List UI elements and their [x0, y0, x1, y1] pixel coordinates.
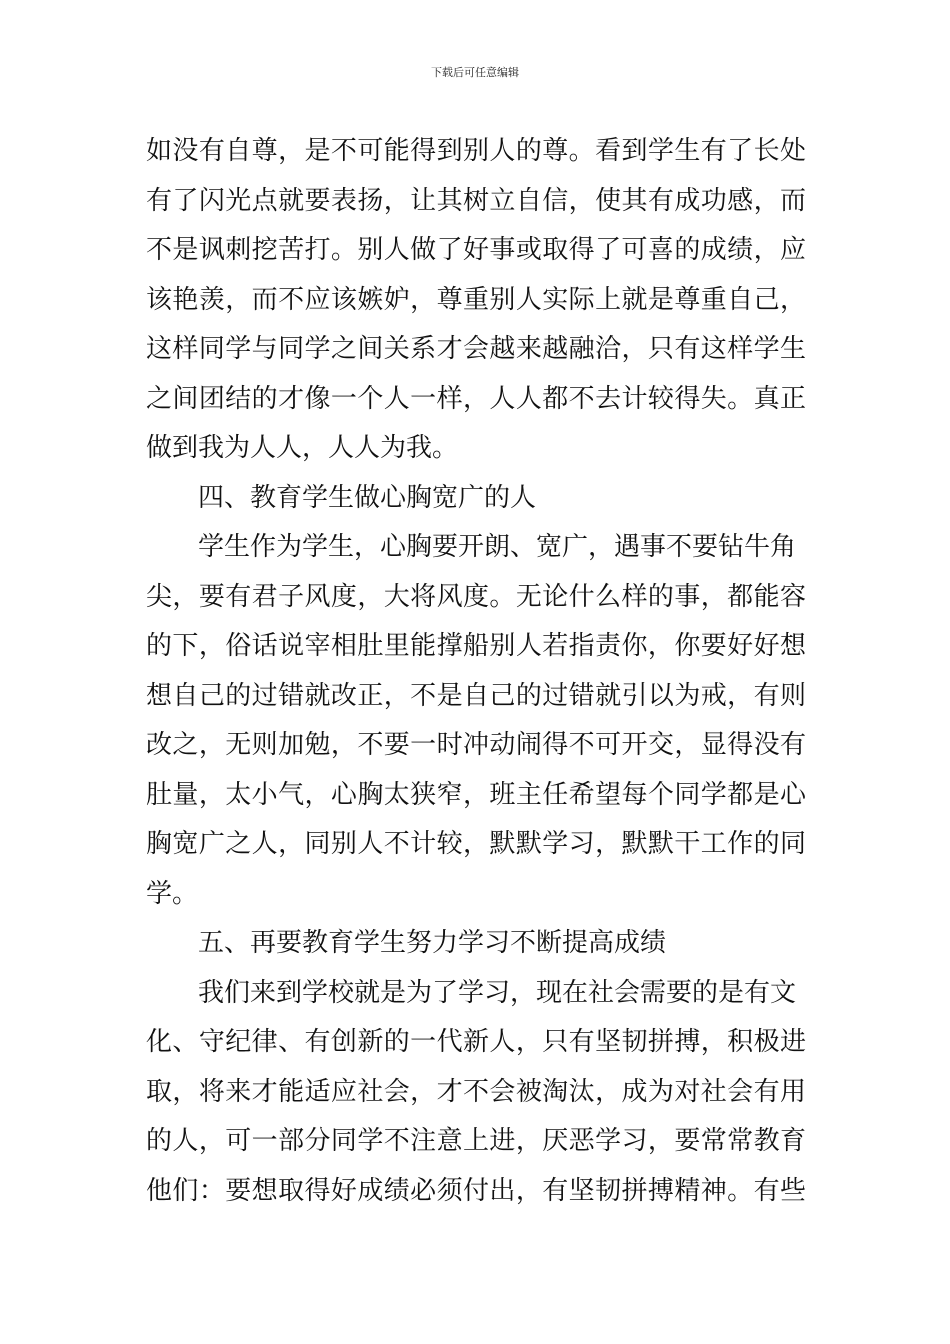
paragraph-3-line-6: 肚量，太小气，心胸太狭窄，班主任希望每个同学都是心	[146, 779, 806, 810]
paragraph-3-line-5: 改之，无则加勉，不要一时冲动闹得不可开交，显得没有	[146, 730, 806, 760]
paragraph-1-line-7: 做到我为人人，人人为我。	[146, 433, 459, 463]
page-header: 下载后可任意编辑	[431, 66, 519, 79]
paragraph-5-line-3: 取，将来才能适应社会，才不会被淘汰，成为对社会有用	[146, 1076, 806, 1107]
paragraph-3-line-7: 胸宽广之人，同别人不计较，默默学习，默默干工作的同	[146, 829, 806, 859]
paragraph-3-line-8: 学。	[146, 878, 199, 909]
document-body	[146, 127, 806, 1216]
paragraph-1-line-4: 该艳羡，而不应该嫉妒，尊重别人实际上就是尊重自己，	[146, 284, 806, 315]
paragraph-5-line-4: 的人，可一部分同学不注意上进，厌恶学习，要常常教育	[146, 1126, 806, 1156]
paragraph-1-line-5: 这样同学与同学之间关系才会越来越融洽，只有这样学生	[146, 334, 806, 364]
section-heading-5: 五、再要教育学生努力学习不断提高成绩	[198, 928, 667, 958]
paragraph-1-line-2: 有了闪光点就要表扬，让其树立自信，使其有成功感，而	[146, 185, 806, 216]
paragraph-3-line-2: 尖，要有君子风度，大将风度。无论什么样的事，都能容	[146, 581, 806, 612]
paragraph-1-line-1: 如没有自尊，是不可能得到别人的尊。看到学生有了长处	[146, 136, 806, 166]
paragraph-1-line-3: 不是讽刺挖苦打。别人做了好事或取得了可喜的成绩，应	[146, 235, 806, 265]
paragraph-1-line-6: 之间团结的才像一个人一样，人人都不去计较得失。真正	[146, 383, 806, 414]
paragraph-5-line-1: 我们来到学校就是为了学习，现在社会需要的是有文	[198, 977, 797, 1008]
paragraph-3-line-3: 的下，俗话说宰相肚里能撑船别人若指责你，你要好好想	[146, 631, 806, 661]
section-heading-4: 四、教育学生做心胸宽广的人	[198, 482, 537, 513]
paragraph-5-line-2: 化、守纪律、有创新的一代新人，只有坚韧拼搏，积极进	[146, 1027, 806, 1057]
paragraph-3-line-1: 学生作为学生，心胸要开朗、宽广，遇事不要钻牛角	[198, 532, 797, 562]
paragraph-3-line-4: 想自己的过错就改正，不是自己的过错就引以为戒，有则	[146, 680, 806, 711]
paragraph-5-line-5: 他们：要想取得好成绩必须付出，有坚韧拼搏精神。有些	[146, 1175, 806, 1206]
